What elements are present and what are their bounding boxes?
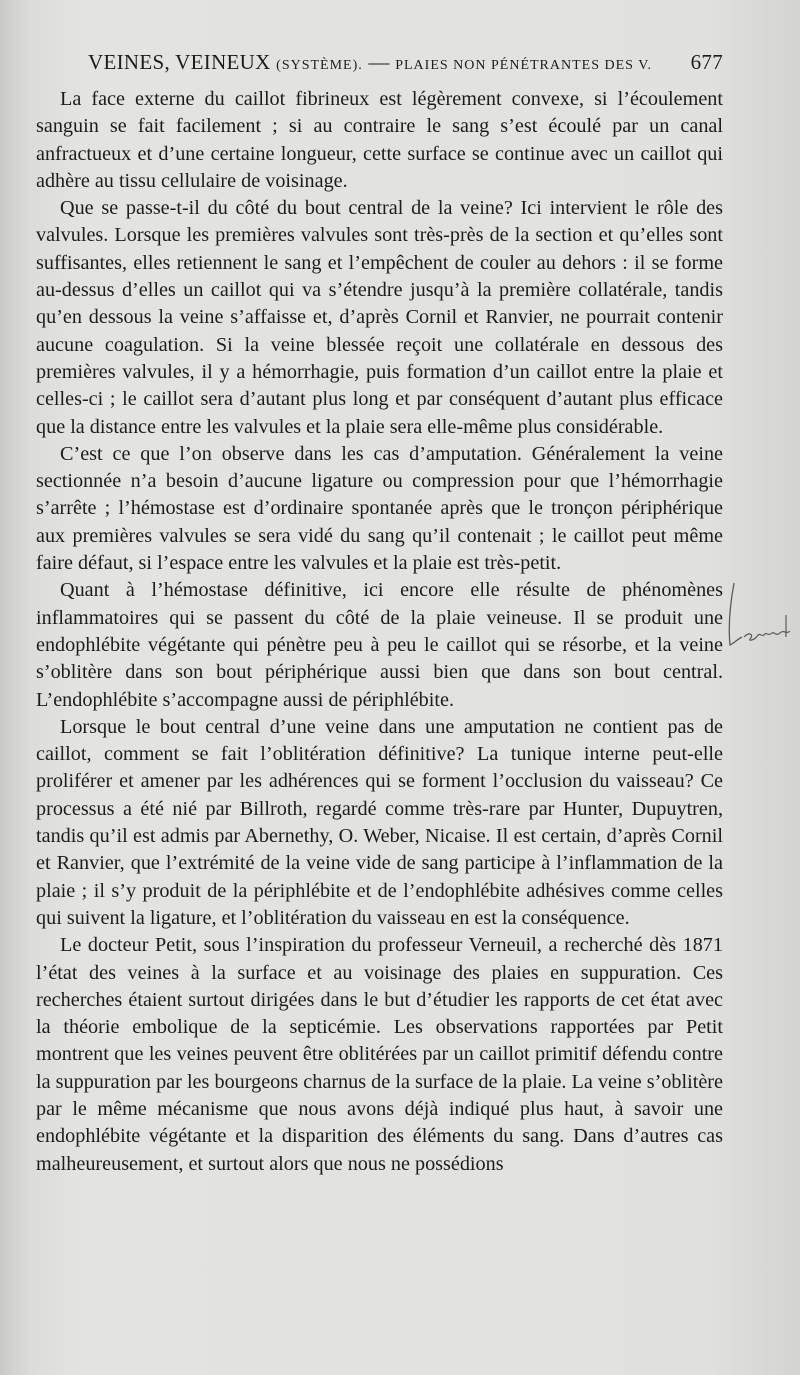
paragraph: C’est ce que l’on observe dans les cas d’amputation. Généralement la veine sectionnée n’a besoin d’aucune ligature ou compression pour que l’hémorrhagie s’arrête ; l’hémostase est d’ordinaire spontanée après que le tronçon périphérique aux premières valvules se sera vidé du sang qu’il contenait ; le caillot peut même faire défaut, si l’espace entre les valvules et la plaie est très-petit. (36, 442, 723, 575)
handwriting-signature (720, 575, 800, 655)
handwritten-margin-note (720, 575, 800, 655)
header-section: PLAIES NON PÉNÉTRANTES DES V. (395, 58, 652, 73)
page-number: 677 (690, 50, 723, 74)
header-left (88, 50, 652, 75)
paragraph: Que se passe-t-il du côté du bout central de la veine? Ici intervient le rôle des valvules. Lorsque les premières valvules sont très-près de la section et qu’elles sont suffisantes, elles retiennent le sang et l’empêchent de couler au dehors : il se forme au-dessus d’elles un caillot qui va s’étendre jusqu’à la première collatérale, tandis qu’en dessous la veine s’affaisse et, d’après Cornil et Ranvier, ne pourrait contenir aucune coagulation. Si la veine blessée reçoit une collatérale en dessous des premières valvules, il y a hémorrhagie, puis formation d’un caillot entre la plaie et celles-ci ; le caillot sera d’autant plus long et par conséquent d’autant plus efficace que la distance entre les valvules et la plaie sera elle-même plus considérable. (36, 197, 723, 438)
header-subtitle: (SYSTÈME). (276, 58, 363, 73)
header-dash: — (368, 50, 390, 74)
header-title: VEINES, VEINEUX (88, 50, 271, 74)
body-text (36, 86, 723, 1178)
paragraph: La face externe du caillot fibrineux est légèrement convexe, si l’écoulement sanguin se fait facilement ; si au contraire le sang s’est écoulé par un canal anfractueux et d’une certaine longueur, cette surface se continue avec un caillot qui adhère au tissu cellulaire de voisinage. (36, 88, 723, 192)
paragraph: Quant à l’hémostase définitive, ici encore elle résulte de phénomènes inflammatoires qui se passent du côté de la plaie veineuse. Il se produit une endophlébite végétante qui pénètre peu à peu le caillot qui se résorbe, et la veine s’oblitère dans son bout périphérique aussi bien que dans son bout central. L’endophlébite s’accompagne aussi de périphlébite. (36, 579, 723, 711)
paragraph: Le docteur Petit, sous l’inspiration du professeur Verneuil, a recherché dès 1871 l’état des veines à la surface et au voisinage des plaies en suppuration. Ces recherches étaient surtout dirigées dans le but d’étudier les rapports de cet état avec la théorie embolique de la septicémie. Les observations rapportées par Petit montrent que les veines peuvent être oblitérées par un caillot primitif défendu contre la suppuration par les bourgeons charnus de la surface de la plaie. La veine s’oblitère par le même mécanisme que nous avons déjà indiqué plus haut, à savoir une endophlébite végétante et la disparition des éléments du sang. Dans d’autres cas malheureusement, et surtout alors que nous ne possédions (36, 934, 723, 1175)
running-header (88, 50, 723, 75)
paragraph: Lorsque le bout central d’une veine dans une amputation ne contient pas de caillot, comment se fait l’oblitération définitive? La tunique interne peut-elle proliférer et amener par les adhérences qui se forment l’occlusion du vaisseau? Ce processus a été nié par Billroth, regardé comme très-rare par Hunter, Dupuytren, tandis qu’il est admis par Abernethy, O. Weber, Nicaise. Il est certain, d’après Cornil et Ranvier, que l’extrémité de la veine vide de sang participe à l’inflammation de la plaie ; il s’y produit de la périphlébite et de l’endophlébite adhésives comme celles qui suivent la ligature, et l’oblitération du vaisseau en est la conséquence. (36, 715, 723, 929)
